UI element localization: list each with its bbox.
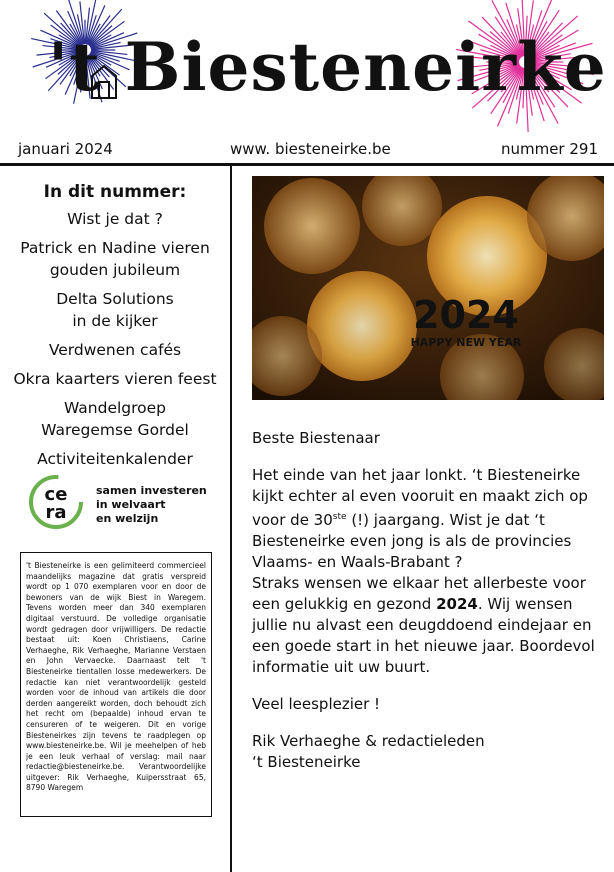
website-link[interactable]: www. biesteneirke.be (230, 140, 391, 158)
header-divider (0, 163, 614, 166)
letter-signature-name: Rik Verhaeghe & redactieleden (252, 732, 485, 750)
letter-signature-org: ‘t Biesteneirke (252, 753, 361, 771)
sponsor-tagline: samen investeren in welvaart en welzijn (96, 484, 207, 525)
letter-paragraph-1: Het einde van het jaar lonkt. ‘t Biesteneirke kijkt echter al even vooruit en maakt zich op voor de 30ste (!) jaargang. Wist je dat ‘t Biesteneirke even jong is als de provincies Vlaams- en Waals-Brabant ? (252, 466, 588, 571)
toc-item-okra-kaarters[interactable]: Okra kaarters vieren feest (13, 370, 217, 388)
svg-text:ra: ra (45, 502, 67, 523)
toc-heading: In dit nummer: (43, 182, 187, 202)
bokeh-image (252, 176, 604, 400)
toc-item-wandelgroep[interactable]: Wandelgroep Waregemse Gordel (41, 399, 189, 439)
svg-text:ce: ce (44, 484, 68, 505)
toc-item-verdwenen-cafes[interactable]: Verdwenen cafés (48, 341, 182, 359)
table-of-contents (0, 182, 230, 477)
column-divider (230, 166, 232, 872)
page-title: 't Biesteneirke (48, 28, 607, 106)
toc-item-delta-solutions[interactable]: Delta Solutions in de kijker (56, 290, 174, 330)
toc-item-activiteitenkalender[interactable]: Activiteitenkalender (37, 450, 193, 468)
cera-logo-icon (28, 474, 84, 530)
issue-month: januari 2024 (18, 140, 113, 158)
info-bar (18, 140, 598, 162)
issue-number: nummer 291 (500, 140, 598, 158)
photo-year: 2024 (413, 293, 519, 337)
letter-greeting: Beste Biestenaar (252, 429, 380, 447)
letter-paragraph-2: Straks wensen we elkaar het allerbeste voor een gelukkig en gezond 2024. Wij wensen jullie nu alvast een deugddoend eindejaar en een goede start in het nieuwe jaar. Boordevol informatie uit uw buurt. (252, 574, 595, 676)
cera-sponsor (28, 474, 228, 534)
masthead (0, 0, 614, 140)
colophon-box: 't Biesteneirke is een gelimiteerd commercieel maandelijks magazine dat gratis verspreid wordt op 1 070 exemplaren voor en door de bewoners van de wijk Biest in Waregem. Tevens worden meer dan 340 exemplaren digitaal verstuurd. De volledige organisatie wordt gedragen door vrijwilligers. De redactie bestaat uit: Koen Christiaens, Carine Verhaeghe, Rik Verhaeghe, Marianne Verstaen en John Vervaecke. Daarnaast telt 't Biesteneirke tientallen losse medewerkers. De redactie kan niet verantwoordelijk gesteld worden voor de inhoud van artikels die door derden aangereikt worden, doch behoudt zich het recht om (bepaalde) inhoud ervan te censureren of te weigeren. Dit en vorige Biesteneirkes zijn tevens te raadplegen op www.biesteneirke.be. Wil je meehelpen of heb je een leuk verhaal of verslag: mail naar redactie@biesteneirke.be. Verantwoordelijke uitgever: Rik Verhaeghe, Kuipersstraat 65, 8790 Waregem (20, 552, 212, 817)
photo-caption: HAPPY NEW YEAR (410, 336, 522, 349)
editorial-letter (252, 428, 598, 773)
toc-item-jubileum[interactable]: Patrick en Nadine vieren gouden jubileum (20, 239, 210, 279)
toc-item-wist-je-dat[interactable]: Wist je dat ? (67, 210, 163, 228)
new-year-photo (252, 176, 604, 400)
letter-closing: Veel leesplezier ! (252, 695, 381, 713)
